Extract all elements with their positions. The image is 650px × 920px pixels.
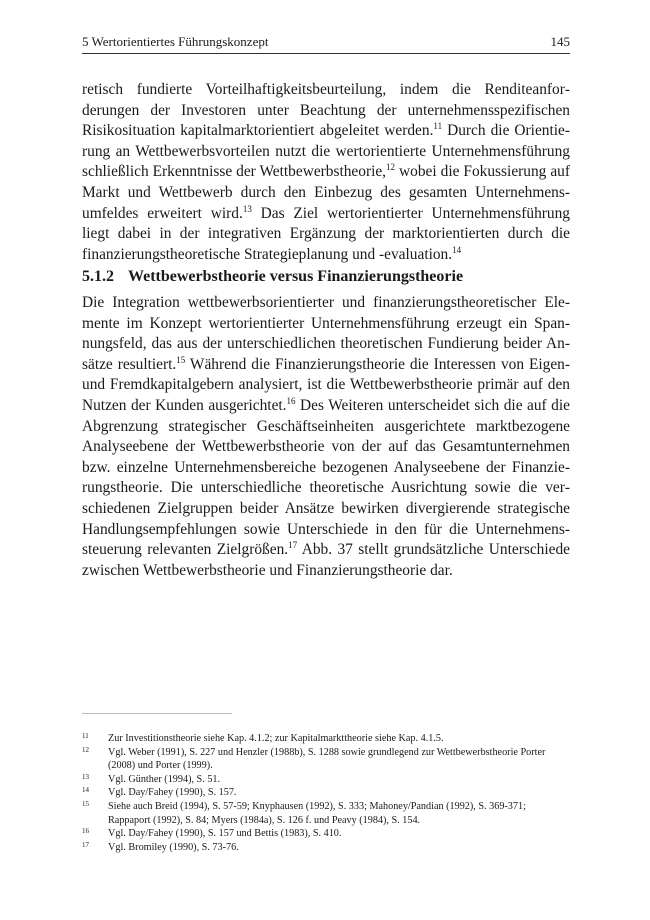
footnote-item (82, 841, 570, 855)
footnote-separator (82, 713, 232, 714)
footnote-number: 16 (82, 827, 89, 836)
text-run: wobei die Fokussierung auf Markt und Wettbewerb durch den Einbezug des gesamten Unternehmensumfeldes erweitert wird. (82, 163, 570, 222)
footnote-text: Vgl. Günther (1994), S. 51. (108, 773, 221, 785)
text-run: retisch fundierte Vorteilhaftigkeitsbeurteilung, indem die Renditeanforderungen der Investoren unter Beachtung der unternehmensspezifischen Risikosituation kapitalmarktorientiert abgeleitet werden. (82, 81, 570, 140)
footnote-number: 11 (82, 732, 89, 740)
footnote-ref-16[interactable]: 16 (286, 395, 296, 406)
footnotes (82, 732, 570, 854)
footnote-item (82, 827, 570, 841)
footnote-text: Vgl. Bromiley (1990), S. 73-76. (108, 841, 239, 853)
footnote-number: 15 (82, 799, 89, 808)
text-run: Das Ziel wertorientierter Unternehmensführung liegt dabei in der integrativen Ergänzung der marktorientierten durch die finanzierungstheoretische Strategieplanung und -evaluation. (82, 204, 570, 263)
text-run: Des Weiteren unterscheidet sich die auf die Abgrenzung strategischer Geschäftseinheiten ausgerichtete marktbezogene Analyseebene der Wettbewerbstheorie von der auf das Gesamtunternehmen bzw. einzelne Unternehmensbereiche bezogenen Analyseebene der Finanzierungstheorie. Die unterschiedliche theoretische Ausrichtung sowie die verschiedenen Zielgruppen beider Ansätze bewirken divergierende strategische Handlungsempfehlungen sowie Unterschiede in den für die Unternehmenssteuerung relevanten Zielgrößen. (82, 396, 570, 559)
section-heading (82, 267, 570, 287)
footnote-item (82, 746, 570, 773)
chapter-title: 5 Wertorientiertes Führungskonzept (82, 34, 269, 49)
footnote-number: 17 (82, 840, 89, 849)
page-number: 145 (550, 34, 570, 49)
header-rule (82, 53, 570, 54)
text-run: Die Integration wettbewerbsorientierter und finanzierungstheoretischer Elemente im Konzept wertorientierter Unternehmensführung erzeugt ein Spannungsfeld, das aus der unterschiedlichen theoretischen Fundierung beider Ansätze resultiert. (82, 294, 570, 373)
section-title: Wettbewerbstheorie versus Finanzierungstheorie (128, 268, 464, 285)
footnote-text: Zur Investitionstheorie siehe Kap. 4.1.2; zur Kapitalmarkttheorie siehe Kap. 4.1.5. (108, 733, 444, 744)
footnote-item (82, 773, 570, 787)
body-paragraph-1 (82, 80, 570, 265)
footnote-ref-14[interactable]: 14 (452, 244, 462, 255)
footnote-ref-13[interactable]: 13 (242, 203, 252, 214)
footnote-item (82, 800, 570, 827)
footnote-number: 14 (82, 786, 89, 795)
footnote-number: 13 (82, 772, 89, 781)
text-run: Durch die Orientierung an Wettbewerbsvorteilen nutzt die wertorientierte Unternehmensführung schließlich Erkenntnisse der Wettbewerbstheorie, (82, 122, 570, 181)
body-paragraph-2 (82, 293, 570, 581)
footnote-text: Vgl. Weber (1991), S. 227 und Henzler (1988b), S. 1288 sowie grundlegend zur Wettbewerbstheorie Porter (2008) und Porter (1999). (108, 746, 546, 772)
footnote-item (82, 786, 570, 800)
footnote-text: Vgl. Day/Fahey (1990), S. 157 und Bettis (1983), S. 410. (108, 828, 342, 840)
footnote-ref-15[interactable]: 15 (176, 354, 186, 365)
footnote-text: Siehe auch Breid (1994), S. 57-59; Knyphausen (1992), S. 333; Mahoney/Pandian (1992), S. 369-371; Rappaport (1992), S. 84; Myers (1984a), S. 126 f. und Peavy (1984), S. 154. (108, 800, 526, 826)
footnote-ref-17[interactable]: 17 (288, 540, 298, 551)
footnote-item (82, 732, 570, 746)
section-number: 5.1.2 (82, 268, 114, 285)
footnote-ref-11[interactable]: 11 (433, 121, 443, 132)
footnote-text: Vgl. Day/Fahey (1990), S. 157. (108, 787, 237, 799)
footnote-number: 12 (82, 745, 89, 754)
text-run: Während die Finanzierungstheorie die Interessen von Eigen- und Fremdkapitalgebern analysiert, ist die Wettbewerbstheorie primär auf den Nutzen der Kunden ausgerichtet. (82, 355, 570, 414)
text-run: Abb. 37 stellt grundsätzliche Unterschiede zwischen Wettbewerbstheorie und Finanzierungstheorie dar. (82, 541, 570, 579)
footnote-ref-12[interactable]: 12 (386, 162, 396, 173)
